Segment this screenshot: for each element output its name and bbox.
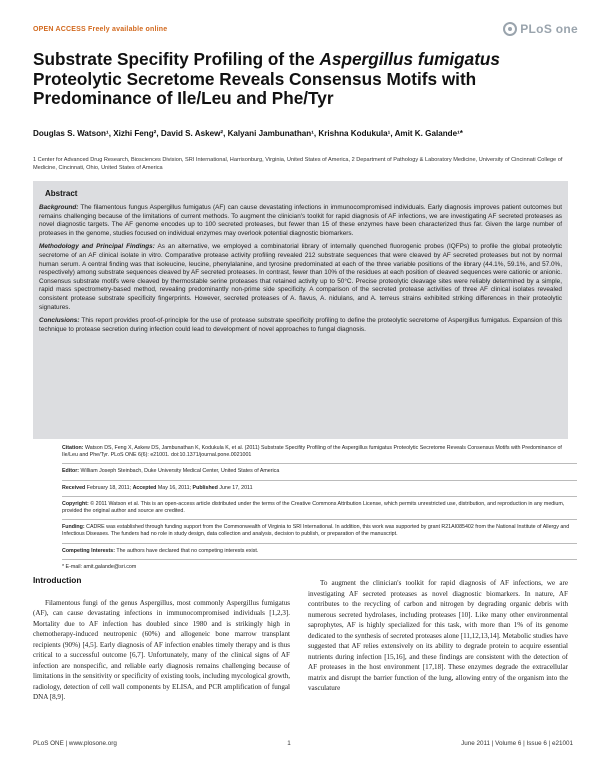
affiliations: 1 Center for Advanced Drug Research, Biosciences Division, SRI International, Harrisonburg, Virginia, United States of America, 2 Department of Pathology & Laboratory Medicine, University of Cincinnati College of Medicine, Cincinnati, Ohio, United States of America [33, 157, 563, 171]
logo-text: PLoS one [520, 22, 578, 36]
author-email: * E-mail: amit.galande@sri.com [62, 563, 137, 570]
section-heading: Introduction [33, 575, 82, 585]
footer-journal: PLoS ONE | www.plosone.org [33, 740, 117, 747]
page-footer [33, 740, 573, 747]
abstract-heading: Abstract [45, 189, 78, 198]
journal-logo [503, 22, 578, 36]
plos-logo-icon [503, 22, 517, 36]
divider [62, 480, 577, 481]
open-access-banner: OPEN ACCESS Freely available online [33, 26, 168, 33]
intro-paragraph-2: To augment the clinician's toolkit for rapid diagnosis of AF infections, we are investigating AF secreted proteases as novel diagnostic biomarkers. In nature, AF contributes to the recycling of carbon and nitrogen by degrading organic debris with numerous secreted hydrolases, including proteases [10]. Like many other environmental saprophytes, AF is highly specialized for this task, with more than 1% of its genome dedicated to the synthesis of secreted proteases alone [11,12,13,14]. Metabolic studies have suggested that AF relies extensively on its ability to degrade protein to acquire essential nutrients during infection [15,16], and these findings are consistent with the detection of AF proteases in the host environment [17,18]. These enzymes degrade the extracellular matrix and disrupt the barrier function of the lung, allowing entry of the organism into the vasculature [308, 579, 568, 692]
dates: Received February 18, 2011; Accepted May 16, 2011; Published June 17, 2011 [62, 484, 253, 491]
abstract-background: Background: The filamentous fungus Aspergillus fumigatus (AF) can cause devastating infections in immunocompromised individuals. Early diagnosis improves patient outcomes but remains challenging because of the limitations of current methods. To augment the clinician's toolkit for rapid diagnosis of AF infections, we are investigating AF secreted proteases as novel diagnostic targets. The AF genome encodes up to 100 secreted proteases, but fewer than 15 of these enzymes have been characterized thus far. Given the large number of proteases in the genome, studies focused on individual enzymes may overlook potential diagnostic biomarkers. [39, 204, 562, 237]
citation: Citation: Watson DS, Feng X, Askew DS, Jambunathan K, Kodukula K, et al. (2011) Substrate Specifity Profiling of the Aspergillus fumigatus Proteolytic Secretome Reveals Consensus Motifs with Predominance of Ile/Leu and Phe/Tyr. PLoS ONE 6(6): e21001. doi:10.1371/journal.pone.0021001 [62, 445, 562, 459]
divider [62, 519, 577, 520]
intro-column-right [308, 578, 568, 694]
intro-column-left [33, 575, 290, 703]
article-title: Substrate Specifity Profiling of the Aspergillus fumigatus Proteolytic Secretome Reveals Consensus Motifs with Predominance of Ile/Leu and Phe/Tyr [33, 49, 500, 108]
title-species: Aspergillus fumigatus [319, 49, 500, 69]
funding: Funding: CADRE was established through funding support from the Commonwealth of Virginia to SRI International. In addition, this work was supported by grant R21AI085402 from the National Institute of Allergy and Infectious Diseases. The funders had no role in study design, data collection and analysis, decision to publish, or preparation of the manuscript. [62, 524, 570, 538]
author-list: Douglas S. Watson¹, Xizhi Feng², David S. Askew², Kalyani Jambunathan¹, Krishna Kodukula¹, Amit K. Galande¹* [33, 129, 463, 138]
article-metadata [62, 445, 577, 575]
abstract-box [33, 181, 568, 439]
divider [62, 463, 577, 464]
copyright: Copyright: © 2011 Watson et al. This is an open-access article distributed under the terms of the Creative Commons Attribution License, which permits unrestricted use, distribution, and reproduction in any medium, provided the original author and source are credited. [62, 500, 565, 515]
intro-paragraph-1: Filamentous fungi of the genus Aspergillus, most commonly Aspergillus fumigatus (AF), can cause devastating infections in immunocompromised individuals [1,2,3]. Mortality due to AF infection has doubled since 1980 and is strikingly high in chemotherapy-induced neutropenic (60%) and allogeneic bone marrow transplant recipients (90%) [4,5]. Early diagnosis of AF infection enables timely therapy and is thus critical to a successful outcome [6,7]. Unfortunately, many of the clinical signs of AF infection are nonspecific, and reliable early diagnosis remains challenging because of limitations in the sensitivity or specificity of existing tools, including mycological growth, radiology, detection of cell wall components by ELISA, and PCR amplification of fungal DNA [8,9]. [33, 598, 290, 701]
editor: Editor: William Joseph Steinbach, Duke University Medical Center, United States of America [62, 468, 280, 475]
footer-issue: June 2011 | Volume 6 | Issue 6 | e21001 [461, 740, 573, 747]
divider [62, 496, 577, 497]
divider [62, 543, 577, 544]
page-number: 1 [287, 740, 291, 747]
competing-interests: Competing Interests: The authors have declared that no competing interests exist. [62, 547, 259, 554]
divider [62, 559, 577, 560]
abstract-conclusions: Conclusions: This report provides proof-of-principle for the use of protease substrate specificity profiling to define the proteolytic secretome of Aspergillus fumigatus. Expansion of this technique to protease secretion during infection could lead to development of novel approaches to fungal diagnosis. [39, 317, 562, 333]
abstract-methods: Methodology and Principal Findings: As an alternative, we employed a combinatorial library of internally quenched fluorogenic probes (IQFPs) to profile the global proteolytic secretome of an AF clinical isolate in vitro. Comparative protease activity profiling revealed 212 substrate sequences that were cleaved by AF secreted proteases but not by normal human serum. A central finding was that isoleucine, leucine, phenylalanine, and tyrosine predominated at each of the three variable positions of the library (44.1%, 59.1%, and 57.0%, respectively) among substrate sequences cleaved by AF secreted proteases. In contrast, fewer than 10% of the residues at each position of cleaved sequences were cationic or anionic. Consensus substrate motifs were cleaved by thermostable serine proteases that retained activity up to 50°C. Precise proteolytic cleavage sites were reliably determined by a simple, rapid mass spectrometry-based method, revealing predominantly non-prime side specificity. A comparison of the secreted protease activities of three AF clinical isolates revealed consistent protease substrate specificity fingerprints. However, secreted proteases of A. flavus, A. nidulans, and A. terreus strains exhibited striking differences in their proteolytic signatures. [39, 243, 562, 311]
